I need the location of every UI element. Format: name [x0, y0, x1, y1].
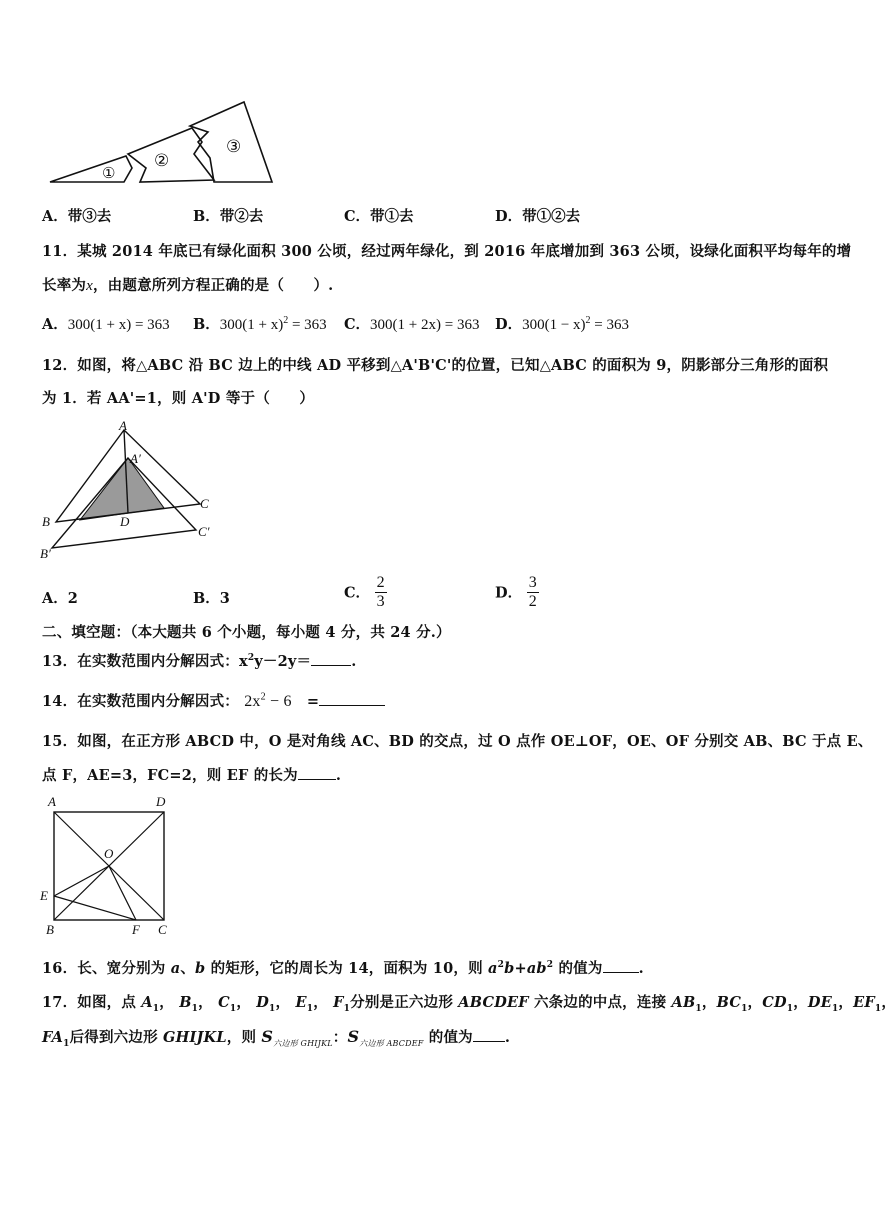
q11-line-2: 长率为x，由题意所列方程正确的是（ ）.	[42, 277, 334, 294]
q13-line: 13．在实数范围内分解因式：$x^2y-2y=$ .	[42, 653, 357, 670]
label-e: E	[40, 888, 48, 903]
square-figure	[38, 790, 178, 940]
q13-answer-blank[interactable]	[311, 651, 351, 666]
q12-option-a[interactable]: A．2	[42, 590, 78, 607]
q12-line-2: 为 1．若 AA'=1，则 A'D 等于（ ）	[42, 390, 315, 407]
label-a: A	[119, 418, 127, 433]
piece-1	[50, 156, 132, 182]
label-a: A	[48, 794, 56, 809]
q12-option-c[interactable]: C． $\frac{2}{3}$	[344, 574, 385, 610]
label-b-prime: B′	[40, 546, 51, 561]
label-c: C	[158, 922, 167, 937]
q10-option-c[interactable]: C．带①去	[344, 208, 414, 225]
q15-answer-blank[interactable]	[298, 765, 336, 780]
q16-line: 16．长、宽分别为 a、b 的矩形，它的周长为 14，面积为 10，则 $a^2b+ab^2$ 的值为 .	[42, 960, 644, 977]
q10-option-d[interactable]: D．带①②去	[495, 208, 581, 225]
q11-option-d[interactable]: D．$300(1 - x)^2 = 363$	[495, 315, 629, 333]
q12-option-d[interactable]: D． $\frac{3}{2}$	[495, 574, 537, 610]
q14-answer-blank[interactable]	[319, 691, 385, 706]
label-b: B	[46, 922, 54, 937]
label-d: D	[120, 514, 130, 529]
label-f: F	[132, 922, 140, 937]
translated-triangle-figure	[36, 418, 226, 568]
q12-line-1: 12．如图，将△ABC 沿 BC 边上的中线 AD 平移到△A'B'C'的位置，已知△ABC 的面积为 9，阴影部分三角形的面积	[42, 357, 829, 374]
q14-line: 14．在实数范围内分解因式： $2x^2 - 6$ =	[42, 690, 385, 711]
label-o: O	[104, 846, 114, 861]
label-d: D	[156, 794, 166, 809]
piece-3-label: ③	[226, 137, 242, 156]
q11-option-a[interactable]: A．300(1 + x) = 363	[42, 316, 170, 333]
q11-option-b[interactable]: B．$300(1 + x)^2 = 363$	[193, 315, 327, 333]
label-a-prime: A′	[130, 451, 141, 466]
label-c-prime: C′	[198, 524, 210, 539]
broken-triangle-figure	[44, 96, 284, 188]
piece-2	[128, 128, 214, 182]
q11-line-1: 11．某城 2014 年底已有绿化面积 300 公顷，经过两年绿化，到 2016 年底增加到 363 公顷，设绿化面积平均每年的增	[42, 243, 852, 260]
fraction-2-3: $\frac{2}{3}$	[376, 574, 385, 610]
q16-answer-blank[interactable]	[603, 958, 639, 973]
fraction-3-2: $\frac{3}{2}$	[528, 574, 537, 610]
q11-option-c[interactable]: C．300(1 + 2x) = 363	[344, 316, 480, 333]
q17-line-1: 17．如图，点 $A_1$， $B_1$， $C_1$， $D_1$， $E_1$， $F_1$分别是正六边形 ABCDEF 六条边的中点，连接 $AB_1$，$BC_1$，$CD_1$，$DE_1$，$EF_1$，	[42, 994, 896, 1014]
segment-oe	[54, 866, 109, 896]
q17-line-2: $FA_1$后得到六边形 GHIJKL，则 $S_{六边形 GHIJKL}$：$S_{六边形 ABCDEF}$ 的值为 .	[42, 1027, 511, 1049]
q10-option-b[interactable]: B．带②去	[193, 208, 264, 225]
piece-2-label: ②	[154, 151, 170, 170]
piece-1-label: ①	[102, 166, 116, 182]
q15-line-1: 15．如图，在正方形 ABCD 中，O 是对角线 AC、BD 的交点，过 O 点作 OE⊥OF，OE、OF 分别交 AB、BC 于点 E、	[42, 733, 873, 750]
q12-option-b[interactable]: B．3	[193, 590, 230, 607]
label-c: C	[200, 496, 209, 511]
q15-line-2: 点 F，AE=3，FC=2，则 EF 的长为 .	[42, 767, 342, 784]
section-2-heading: 二、填空题：（本大题共 6 个小题，每小题 4 分，共 24 分.）	[42, 624, 451, 641]
label-b: B	[42, 514, 50, 529]
q17-answer-blank[interactable]	[473, 1027, 505, 1042]
segment-of	[109, 866, 136, 920]
q10-option-a[interactable]: A．带③去	[42, 208, 112, 225]
